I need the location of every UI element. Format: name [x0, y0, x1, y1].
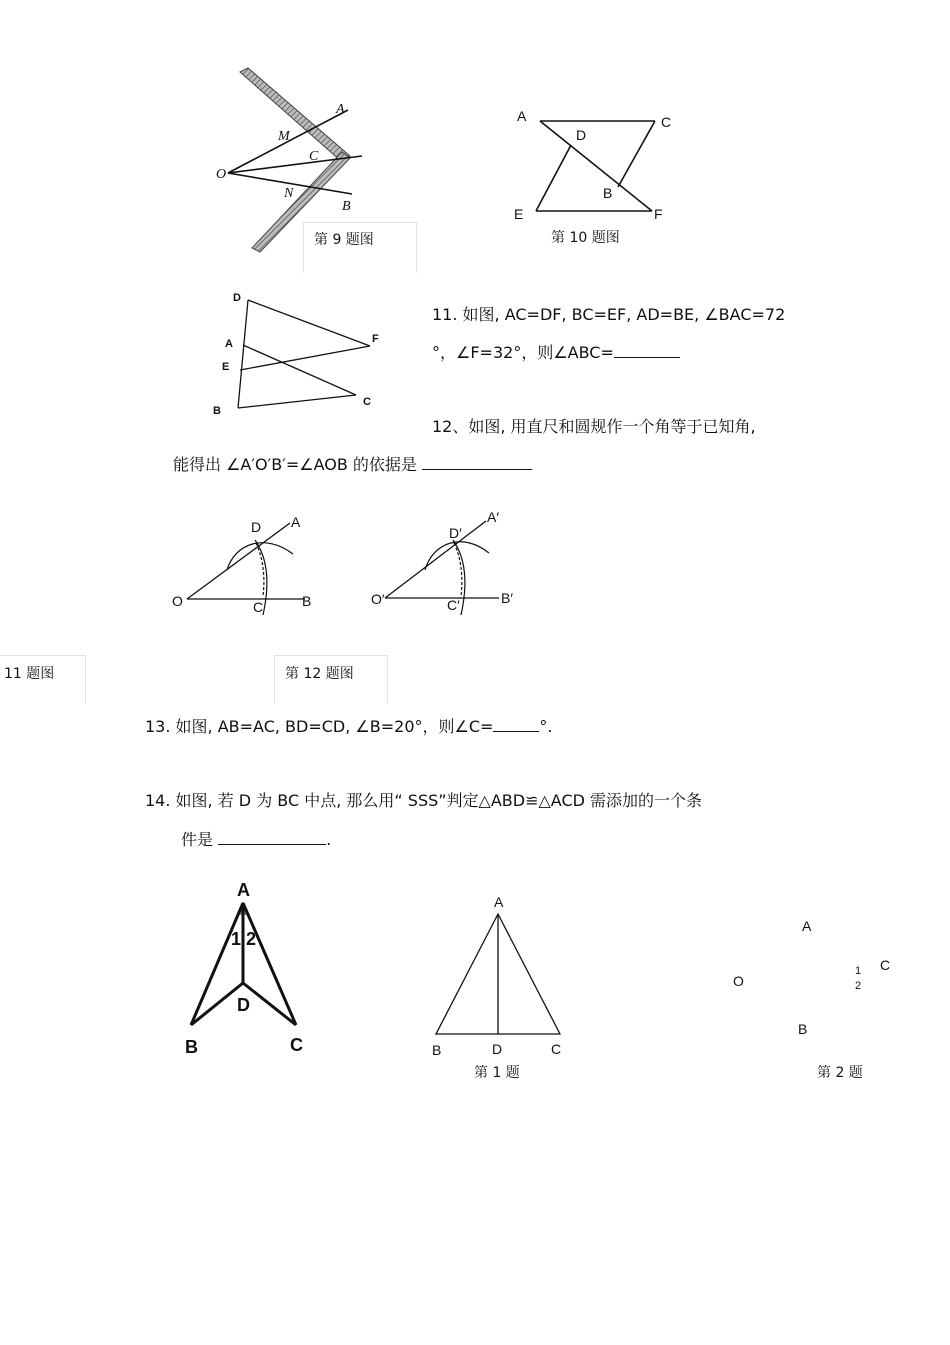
label-D-prime: D′: [449, 525, 462, 541]
question-14-line-2-text: 件是: [181, 830, 214, 849]
label-A: A: [336, 102, 345, 117]
question-12-line-2: [173, 452, 532, 475]
label-C: C: [309, 149, 319, 164]
label-B: B: [302, 593, 312, 609]
label-B: B: [342, 199, 351, 214]
figure-1: [420, 890, 580, 1060]
label-A: A: [494, 894, 504, 910]
label-E: E: [514, 206, 524, 222]
question-14-line-2-suffix: .: [326, 830, 332, 849]
label-angle-2: 2: [246, 929, 257, 949]
label-D: D: [251, 519, 262, 535]
label-B: B: [603, 185, 613, 201]
label-O: O: [172, 593, 183, 609]
label-E: E: [222, 361, 230, 373]
label-D: D: [237, 995, 250, 1015]
label-B: B: [185, 1037, 198, 1057]
question-11-answer-blank[interactable]: [614, 343, 680, 358]
label-D: D: [233, 292, 241, 304]
label-O-prime: O′: [371, 591, 385, 607]
label-B: B: [213, 405, 221, 417]
figure-12-caption: 第 12 题图: [285, 666, 354, 682]
question-14-line-2: [181, 827, 331, 850]
label-A: A: [291, 514, 301, 530]
question-13-suffix: °.: [539, 717, 553, 736]
question-11-line-2: [432, 340, 680, 363]
label-M: M: [278, 129, 290, 144]
question-12-line-2-text: 能得出 ∠A′O′B′=∠AOB 的依据是: [173, 455, 417, 474]
figure-1-caption: 第 1 题: [474, 1065, 520, 1081]
label-A: A: [237, 880, 250, 900]
label-B-prime: B′: [501, 590, 513, 606]
question-14-answer-blank[interactable]: [218, 830, 326, 845]
label-A: A: [517, 108, 527, 124]
label-B: B: [432, 1042, 442, 1058]
question-13-answer-blank[interactable]: [493, 717, 539, 732]
label-angle-1: 1: [231, 929, 242, 949]
ruler-upper: [240, 68, 350, 162]
question-12-answer-blank[interactable]: [422, 455, 532, 470]
label-C: C: [661, 114, 672, 130]
figure-arrowhead: [175, 875, 325, 1065]
label-D: D: [492, 1041, 503, 1057]
figure-11-caption: 11 题图: [4, 666, 55, 682]
label-C: C: [880, 957, 891, 973]
label-angle-1: 1: [855, 965, 862, 977]
question-13: [145, 714, 553, 737]
figure-2-caption: 第 2 题: [817, 1065, 863, 1081]
figure-11: [205, 288, 390, 418]
label-A: A: [225, 338, 233, 350]
question-12-line-1: 12、如图, 用直尺和圆规作一个角等于已知角,: [432, 417, 756, 436]
question-13-text: 13. 如图, AB=AC, BD=CD, ∠B=20°，则∠C=: [145, 717, 494, 736]
label-O: O: [733, 973, 744, 989]
label-C: C: [290, 1035, 303, 1055]
label-angle-2: 2: [855, 980, 862, 992]
label-D: D: [576, 127, 587, 143]
figure-2: [720, 910, 910, 1040]
figure-12-left: [165, 508, 330, 618]
question-11-line-1: 11. 如图, AC=DF, BC=EF, AD=BE, ∠BAC=72: [432, 305, 786, 324]
label-N: N: [284, 186, 294, 201]
label-B: B: [798, 1021, 808, 1037]
label-F: F: [372, 333, 379, 345]
label-O: O: [216, 167, 227, 182]
label-C: C: [363, 396, 371, 408]
question-11-line-2-text: °，∠F=32°，则∠ABC=: [432, 343, 614, 362]
label-A-prime: A′: [487, 509, 499, 525]
label-C-prime: C′: [447, 597, 460, 613]
figure-12-right: [365, 508, 530, 618]
label-A: A: [802, 918, 812, 934]
label-C: C: [551, 1041, 562, 1057]
figure-9-caption: 第 9 题图: [314, 232, 374, 248]
label-C: C: [253, 599, 264, 615]
figure-10-caption: 第 10 题图: [551, 230, 620, 246]
figure-10: [505, 105, 675, 225]
question-14-line-1: 14. 如图, 若 D 为 BC 中点, 那么用“ SSS”判定△ABD≌△ACD 需添加的一个条: [145, 791, 703, 810]
label-F: F: [654, 206, 663, 222]
